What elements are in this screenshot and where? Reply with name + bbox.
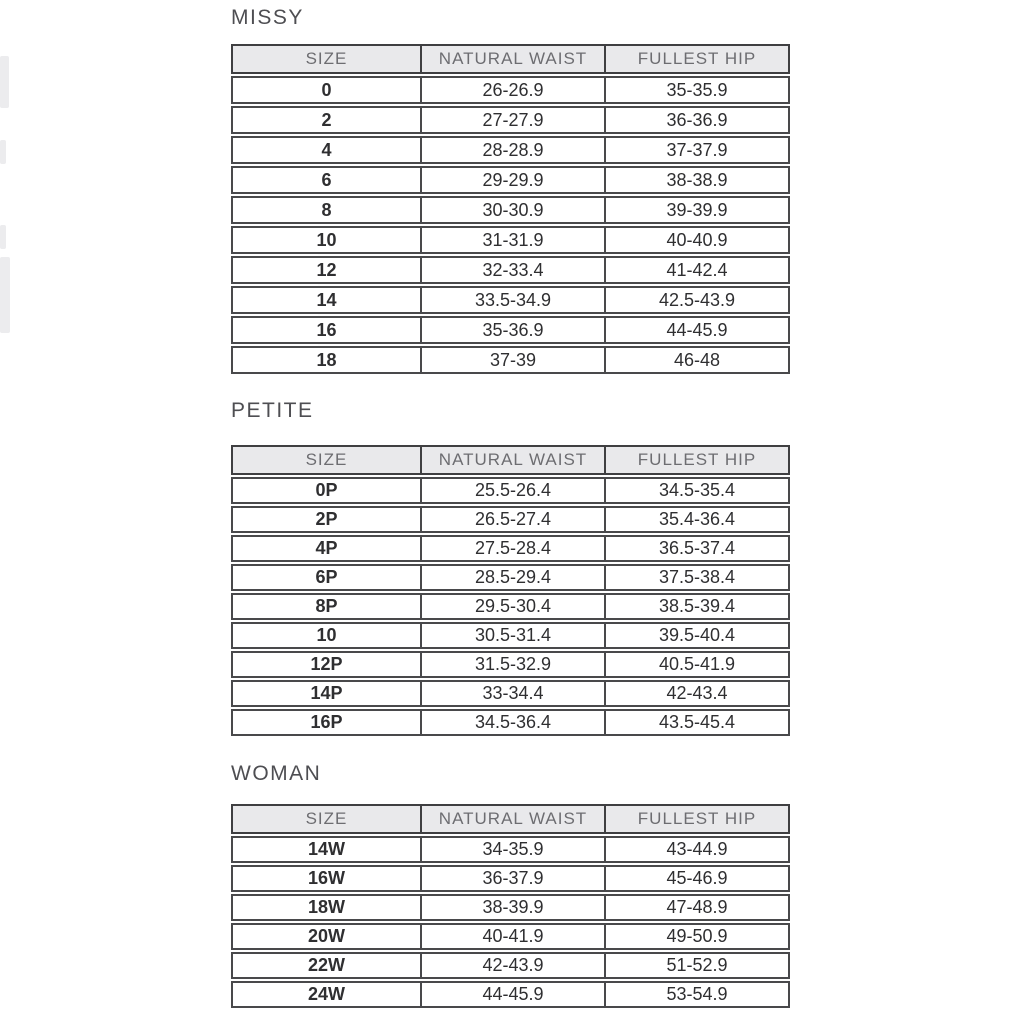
header-cell-fullest-hip: FULLEST HIP [604, 46, 788, 72]
hip-cell: 49-50.9 [604, 925, 788, 948]
header-cell-natural-waist: NATURAL WAIST [420, 447, 604, 473]
hip-cell: 46-48 [604, 348, 788, 372]
hip-cell: 43-44.9 [604, 838, 788, 861]
edge-artifact [0, 56, 9, 108]
table-header-row [231, 804, 790, 834]
waist-cell: 40-41.9 [420, 925, 604, 948]
table-row [231, 316, 790, 344]
waist-cell: 31.5-32.9 [420, 653, 604, 676]
waist-cell: 44-45.9 [420, 983, 604, 1006]
edge-artifact [0, 140, 6, 164]
hip-cell: 39.5-40.4 [604, 624, 788, 647]
table-row [231, 836, 790, 863]
hip-cell: 35.4-36.4 [604, 508, 788, 531]
missy-table [231, 44, 790, 376]
waist-cell: 26-26.9 [420, 78, 604, 102]
size-cell: 10 [316, 229, 337, 250]
table-header-row [231, 445, 790, 475]
hip-cell: 39-39.9 [604, 198, 788, 222]
table-row [231, 166, 790, 194]
waist-cell: 33-34.4 [420, 682, 604, 705]
size-cell: 22W [307, 955, 345, 975]
hip-cell: 36-36.9 [604, 108, 788, 132]
waist-cell: 35-36.9 [420, 318, 604, 342]
hip-cell: 38-38.9 [604, 168, 788, 192]
hip-cell: 51-52.9 [604, 954, 788, 977]
petite-table [231, 445, 790, 738]
hip-cell: 40-40.9 [604, 228, 788, 252]
waist-cell: 38-39.9 [420, 896, 604, 919]
table-row [231, 894, 790, 921]
table-row [231, 196, 790, 224]
hip-cell: 37.5-38.4 [604, 566, 788, 589]
table-row [231, 923, 790, 950]
table-row [231, 709, 790, 736]
waist-cell: 29-29.9 [420, 168, 604, 192]
size-cell: 18 [316, 349, 337, 370]
hip-cell: 41-42.4 [604, 258, 788, 282]
size-cell: 0 [321, 79, 332, 100]
hip-cell: 53-54.9 [604, 983, 788, 1006]
missy-title: MISSY [231, 6, 304, 29]
size-cell: 2 [321, 109, 332, 130]
size-cell: 24W [307, 984, 345, 1004]
waist-cell: 32-33.4 [420, 258, 604, 282]
table-row [231, 651, 790, 678]
header-cell-size: SIZE [305, 809, 348, 828]
table-row [231, 477, 790, 504]
waist-cell: 27.5-28.4 [420, 537, 604, 560]
table-row [231, 865, 790, 892]
waist-cell: 33.5-34.9 [420, 288, 604, 312]
table-row [231, 981, 790, 1008]
size-cell: 16W [307, 868, 345, 888]
header-cell-natural-waist: NATURAL WAIST [420, 46, 604, 72]
waist-cell: 34.5-36.4 [420, 711, 604, 734]
table-row [231, 286, 790, 314]
waist-cell: 30-30.9 [420, 198, 604, 222]
header-cell-fullest-hip: FULLEST HIP [604, 447, 788, 473]
waist-cell: 37-39 [420, 348, 604, 372]
size-cell: 14 [316, 289, 337, 310]
hip-cell: 36.5-37.4 [604, 537, 788, 560]
hip-cell: 45-46.9 [604, 867, 788, 890]
table-row [231, 106, 790, 134]
hip-cell: 34.5-35.4 [604, 479, 788, 502]
header-cell-size: SIZE [305, 49, 348, 68]
table-row [231, 593, 790, 620]
woman-title: WOMAN [231, 762, 322, 785]
size-cell: 8 [321, 199, 332, 220]
woman-table [231, 804, 790, 1010]
table-row [231, 76, 790, 104]
table-row [231, 506, 790, 533]
hip-cell: 44-45.9 [604, 318, 788, 342]
header-cell-size: SIZE [305, 450, 348, 469]
hip-cell: 40.5-41.9 [604, 653, 788, 676]
size-cell: 6P [315, 567, 338, 587]
edge-artifact [0, 225, 6, 249]
size-cell: 4P [315, 538, 338, 558]
table-row [231, 564, 790, 591]
header-cell-natural-waist: NATURAL WAIST [420, 806, 604, 832]
hip-cell: 43.5-45.4 [604, 711, 788, 734]
size-cell: 2P [315, 509, 338, 529]
size-cell: 8P [315, 596, 338, 616]
table-header-row [231, 44, 790, 74]
waist-cell: 42-43.9 [420, 954, 604, 977]
waist-cell: 30.5-31.4 [420, 624, 604, 647]
hip-cell: 47-48.9 [604, 896, 788, 919]
table-row [231, 680, 790, 707]
size-cell: 14W [307, 839, 345, 859]
hip-cell: 38.5-39.4 [604, 595, 788, 618]
size-cell: 16P [310, 712, 343, 732]
hip-cell: 37-37.9 [604, 138, 788, 162]
waist-cell: 36-37.9 [420, 867, 604, 890]
table-row [231, 622, 790, 649]
size-cell: 14P [310, 683, 343, 703]
size-cell: 18W [307, 897, 345, 917]
table-row [231, 952, 790, 979]
size-cell: 0P [315, 480, 338, 500]
hip-cell: 35-35.9 [604, 78, 788, 102]
edge-artifact [0, 257, 10, 333]
header-cell-fullest-hip: FULLEST HIP [604, 806, 788, 832]
petite-title: PETITE [231, 399, 314, 422]
waist-cell: 34-35.9 [420, 838, 604, 861]
hip-cell: 42-43.4 [604, 682, 788, 705]
table-row [231, 226, 790, 254]
waist-cell: 25.5-26.4 [420, 479, 604, 502]
waist-cell: 31-31.9 [420, 228, 604, 252]
size-cell: 6 [321, 169, 332, 190]
size-cell: 12 [316, 259, 337, 280]
size-cell: 10 [316, 625, 337, 645]
table-row [231, 346, 790, 374]
waist-cell: 28.5-29.4 [420, 566, 604, 589]
table-row [231, 136, 790, 164]
waist-cell: 26.5-27.4 [420, 508, 604, 531]
waist-cell: 29.5-30.4 [420, 595, 604, 618]
waist-cell: 27-27.9 [420, 108, 604, 132]
hip-cell: 42.5-43.9 [604, 288, 788, 312]
size-cell: 16 [316, 319, 337, 340]
size-cell: 12P [310, 654, 343, 674]
table-row [231, 535, 790, 562]
size-cell: 20W [307, 926, 345, 946]
waist-cell: 28-28.9 [420, 138, 604, 162]
size-cell: 4 [321, 139, 332, 160]
table-row [231, 256, 790, 284]
